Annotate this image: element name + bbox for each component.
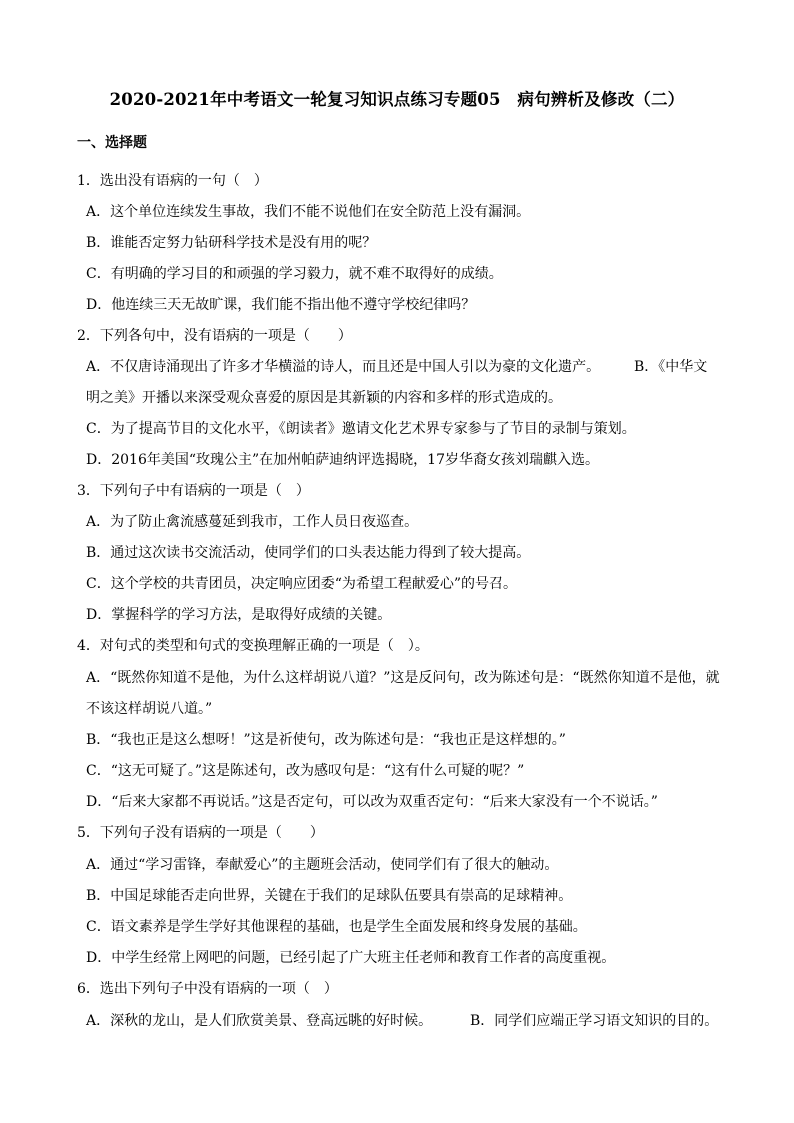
question-2-stem: 2．下列各句中，没有语病的一项是（ ） <box>77 328 352 344</box>
question-5-stem: 5．下列句子没有语病的一项是（ ） <box>77 825 324 841</box>
question-2-option-b: B．《中华文 <box>634 359 708 375</box>
question-1-option-b: B．谁能否定努力钻研科学技术是没有用的呢？ <box>86 235 377 251</box>
question-1-stem: 1．选出没有语病的一句（ ） <box>77 173 268 189</box>
question-4-option-a: A．“既然你知道不是他，为什么这样胡说八道？”这是反问句，改为陈述句是：“既然你知道不是他，就 <box>86 670 720 686</box>
question-3-option-d: D．掌握科学的学习方法，是取得好成绩的关键。 <box>86 607 392 623</box>
question-4-option-c: C．“这无可疑了。”这是陈述句，改为感叹句是：“这有什么可疑的呢？” <box>86 763 525 779</box>
question-5-option-c: C．语文素养是学生学好其他课程的基础，也是学生全面发展和终身发展的基础。 <box>86 919 587 935</box>
question-3-stem: 3．下列句子中有语病的一项是（ ） <box>77 483 310 499</box>
question-5-option-a: A．通过“学习雷锋，奉献爱心”的主题班会活动，使同学们有了很大的触动。 <box>86 857 559 873</box>
question-3-option-b: B．通过这次读书交流活动，使同学们的口头表达能力得到了较大提高。 <box>86 545 531 561</box>
question-6-stem: 6．选出下列句子中没有语病的一项（ ） <box>77 981 338 997</box>
question-5-option-b: B．中国足球能否走向世界，关键在于我们的足球队伍要具有崇高的足球精神。 <box>86 888 573 904</box>
question-3-option-a: A．为了防止禽流感蔓延到我市，工作人员日夜巡查。 <box>86 514 419 530</box>
page-title: 2020-2021年中考语文一轮复习知识点练习专题05 病句辨析及修改（二） <box>109 90 685 109</box>
question-6-option-a: A．深秋的龙山，是人们欣赏美景、登高远眺的好时候。 <box>86 1013 433 1029</box>
question-4-option-b: B．“我也正是这么想呀！”这是祈使句，改为陈述句是：“我也正是这样想的。” <box>86 732 566 748</box>
question-4-option-a-continued: 不该这样胡说八道。” <box>86 701 213 717</box>
question-1-option-c: C．有明确的学习目的和顽强的学习毅力，就不难不取得好的成绩。 <box>86 266 503 282</box>
section-heading: 一、选择题 <box>77 135 147 151</box>
question-1-option-d: D．他连续三天无故旷课，我们能不指出他不遵守学校纪律吗？ <box>86 297 476 313</box>
question-2-option-d: D．2016年美国“玫瑰公主”在加州帕萨迪纳评选揭晓，17岁华裔女孩刘瑞麒入选。 <box>86 452 599 468</box>
question-2-option-b-continued: 明之美》开播以来深受观众喜爱的原因是其新颖的内容和多样的形式造成的。 <box>86 390 562 406</box>
question-1-option-a: A．这个单位连续发生事故，我们不能不说他们在安全防范上没有漏洞。 <box>86 204 531 220</box>
question-6-option-b: B．同学们应端正学习语文知识的目的。 <box>470 1013 719 1029</box>
question-5-option-d: D．中学生经常上网吧的问题，已经引起了广大班主任老师和教育工作者的高度重视。 <box>86 950 616 966</box>
question-4-option-d: D．“后来大家都不再说话。”这是否定句，可以改为双重否定句：“后来大家没有一个不说话。” <box>86 794 658 810</box>
question-2-option-c: C．为了提高节目的文化水平，《朗读者》邀请文化艺术界专家参与了节目的录制与策划。 <box>86 421 636 437</box>
question-4-stem: 4．对句式的类型和句式的变换理解正确的一项是（ ）。 <box>77 638 429 654</box>
question-2-option-a: A．不仅唐诗涌现出了许多才华横溢的诗人，而且还是中国人引以为豪的文化遗产。 <box>86 359 601 375</box>
question-3-option-c: C．这个学校的共青团员，决定响应团委“为希望工程献爱心”的号召。 <box>86 576 518 592</box>
